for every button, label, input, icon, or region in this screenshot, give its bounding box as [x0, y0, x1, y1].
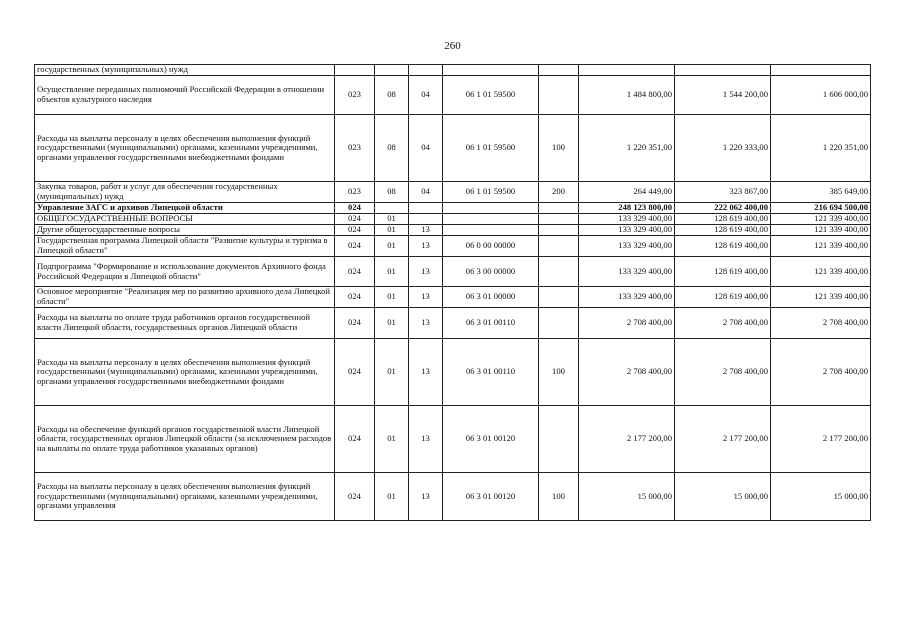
sum-year2-cell: 15 000,00	[675, 473, 771, 521]
sum-year3-cell	[771, 65, 871, 76]
table-row	[35, 257, 871, 287]
section-code-cell: 01	[375, 257, 409, 287]
table-row	[35, 236, 871, 257]
target-article-cell: 06 1 01 59500	[443, 115, 539, 182]
section-code-cell	[375, 203, 409, 214]
target-article-cell	[443, 225, 539, 236]
row-name-cell: Другие общегосударственные вопросы	[35, 225, 335, 236]
sum-year1-cell: 1 484 800,00	[579, 76, 675, 115]
expense-type-cell: 100	[539, 473, 579, 521]
sum-year1-cell: 1 220 351,00	[579, 115, 675, 182]
sum-year3-cell: 15 000,00	[771, 473, 871, 521]
sum-year1-cell: 15 000,00	[579, 473, 675, 521]
subsection-code-cell: 04	[409, 115, 443, 182]
sum-year1-cell: 133 329 400,00	[579, 236, 675, 257]
target-article-cell: 06 3 01 00110	[443, 339, 539, 406]
expense-type-cell: 200	[539, 182, 579, 203]
row-name-cell: Государственная программа Липецкой области "Развитие культуры и туризма в Липецкой области"	[35, 236, 335, 257]
subsection-code-cell: 13	[409, 308, 443, 339]
sum-year1-cell: 2 708 400,00	[579, 308, 675, 339]
target-article-cell	[443, 65, 539, 76]
sum-year3-cell: 121 339 400,00	[771, 225, 871, 236]
sum-year1-cell: 133 329 400,00	[579, 257, 675, 287]
subsection-code-cell	[409, 203, 443, 214]
table-row	[35, 287, 871, 308]
sum-year1-cell: 133 329 400,00	[579, 214, 675, 225]
sum-year2-cell: 128 619 400,00	[675, 257, 771, 287]
target-article-cell: 06 1 01 59500	[443, 182, 539, 203]
section-code-cell: 01	[375, 214, 409, 225]
table-row	[35, 225, 871, 236]
section-code-cell: 01	[375, 236, 409, 257]
table-row	[35, 76, 871, 115]
sum-year1-cell: 2 708 400,00	[579, 339, 675, 406]
sum-year2-cell: 2 708 400,00	[675, 308, 771, 339]
expense-type-cell	[539, 406, 579, 473]
row-name-cell: Закупка товаров, работ и услуг для обеспечения государственных (муниципальных) нужд	[35, 182, 335, 203]
expense-type-cell	[539, 76, 579, 115]
sum-year3-cell: 1 220 351,00	[771, 115, 871, 182]
row-name-cell: Основное мероприятие "Реализация мер по развитию архивного дела Липецкой области"	[35, 287, 335, 308]
ministry-code-cell: 023	[335, 115, 375, 182]
ministry-code-cell: 023	[335, 182, 375, 203]
ministry-code-cell: 024	[335, 257, 375, 287]
ministry-code-cell: 024	[335, 225, 375, 236]
row-name-cell: Расходы на выплаты персоналу в целях обеспечения выполнения функций государственными (муниципальными) органами, казенными учреждениями, органами управления	[35, 473, 335, 521]
sum-year3-cell: 121 339 400,00	[771, 214, 871, 225]
budget-table	[34, 64, 871, 521]
ministry-code-cell: 024	[335, 308, 375, 339]
subsection-code-cell: 13	[409, 473, 443, 521]
sum-year2-cell: 128 619 400,00	[675, 225, 771, 236]
target-article-cell: 06 3 01 00110	[443, 308, 539, 339]
target-article-cell: 06 3 01 00120	[443, 406, 539, 473]
subsection-code-cell	[409, 65, 443, 76]
sum-year2-cell: 2 177 200,00	[675, 406, 771, 473]
sum-year3-cell: 216 694 500,00	[771, 203, 871, 214]
sum-year1-cell: 133 329 400,00	[579, 287, 675, 308]
sum-year2-cell: 128 619 400,00	[675, 236, 771, 257]
expense-type-cell	[539, 236, 579, 257]
sum-year1-cell: 2 177 200,00	[579, 406, 675, 473]
subsection-code-cell	[409, 214, 443, 225]
expense-type-cell	[539, 225, 579, 236]
expense-type-cell	[539, 287, 579, 308]
section-code-cell: 01	[375, 308, 409, 339]
target-article-cell: 06 3 01 00000	[443, 287, 539, 308]
row-name-cell: Расходы на выплаты персоналу в целях обеспечения выполнения функций государственными (муниципальными) органами, казенными учреждениями, органами управления государственными внебюджетными фондами	[35, 339, 335, 406]
target-article-cell: 06 3 00 00000	[443, 257, 539, 287]
target-article-cell	[443, 203, 539, 214]
table-row	[35, 339, 871, 406]
row-name-cell: ОБЩЕГОСУДАРСТВЕННЫЕ ВОПРОСЫ	[35, 214, 335, 225]
table-row	[35, 115, 871, 182]
expense-type-cell	[539, 308, 579, 339]
table-row	[35, 214, 871, 225]
sum-year2-cell	[675, 65, 771, 76]
sum-year2-cell: 1 220 333,00	[675, 115, 771, 182]
expense-type-cell	[539, 214, 579, 225]
subsection-code-cell: 13	[409, 339, 443, 406]
row-name-cell: Подпрограмма "Формирование и использование документов Архивного фонда Российской Федерации в Липецкой области"	[35, 257, 335, 287]
ministry-code-cell: 024	[335, 214, 375, 225]
sum-year1-cell: 248 123 800,00	[579, 203, 675, 214]
sum-year3-cell: 2 708 400,00	[771, 308, 871, 339]
row-name-cell: Расходы на выплаты по оплате труда работников органов государственной власти Липецкой области, государственных органов Липецкой области	[35, 308, 335, 339]
subsection-code-cell: 04	[409, 76, 443, 115]
table-row	[35, 65, 871, 76]
sum-year3-cell: 1 606 000,00	[771, 76, 871, 115]
table-row	[35, 406, 871, 473]
ministry-code-cell: 024	[335, 473, 375, 521]
target-article-cell: 06 1 01 59500	[443, 76, 539, 115]
ministry-code-cell: 024	[335, 287, 375, 308]
row-name-cell: Управление ЗАГС и архивов Липецкой области	[35, 203, 335, 214]
table-row	[35, 182, 871, 203]
ministry-code-cell: 024	[335, 339, 375, 406]
section-code-cell: 01	[375, 406, 409, 473]
target-article-cell	[443, 214, 539, 225]
sum-year3-cell: 121 339 400,00	[771, 287, 871, 308]
target-article-cell: 06 3 01 00120	[443, 473, 539, 521]
expense-type-cell	[539, 257, 579, 287]
section-code-cell: 01	[375, 287, 409, 308]
ministry-code-cell	[335, 65, 375, 76]
sum-year3-cell: 121 339 400,00	[771, 236, 871, 257]
ministry-code-cell: 024	[335, 203, 375, 214]
subsection-code-cell: 13	[409, 406, 443, 473]
sum-year2-cell: 1 544 200,00	[675, 76, 771, 115]
ministry-code-cell: 023	[335, 76, 375, 115]
ministry-code-cell: 024	[335, 236, 375, 257]
section-code-cell: 08	[375, 182, 409, 203]
section-code-cell: 08	[375, 115, 409, 182]
table-row	[35, 473, 871, 521]
expense-type-cell: 100	[539, 115, 579, 182]
sum-year1-cell	[579, 65, 675, 76]
expense-type-cell	[539, 203, 579, 214]
section-code-cell	[375, 65, 409, 76]
sum-year2-cell: 128 619 400,00	[675, 287, 771, 308]
row-name-cell: государственных (муниципальных) нужд	[35, 65, 335, 76]
section-code-cell: 08	[375, 76, 409, 115]
sum-year1-cell: 264 449,00	[579, 182, 675, 203]
sum-year1-cell: 133 329 400,00	[579, 225, 675, 236]
subsection-code-cell: 13	[409, 257, 443, 287]
sum-year2-cell: 2 708 400,00	[675, 339, 771, 406]
sum-year3-cell: 2 177 200,00	[771, 406, 871, 473]
table-row	[35, 308, 871, 339]
table-row	[35, 203, 871, 214]
section-code-cell: 01	[375, 339, 409, 406]
subsection-code-cell: 13	[409, 287, 443, 308]
sum-year2-cell: 323 867,00	[675, 182, 771, 203]
target-article-cell: 06 0 00 00000	[443, 236, 539, 257]
sum-year3-cell: 121 339 400,00	[771, 257, 871, 287]
section-code-cell: 01	[375, 473, 409, 521]
ministry-code-cell: 024	[335, 406, 375, 473]
subsection-code-cell: 13	[409, 225, 443, 236]
expense-type-cell: 100	[539, 339, 579, 406]
subsection-code-cell: 04	[409, 182, 443, 203]
subsection-code-cell: 13	[409, 236, 443, 257]
expense-type-cell	[539, 65, 579, 76]
page-number: 260	[444, 40, 461, 52]
sum-year3-cell: 385 649,00	[771, 182, 871, 203]
row-name-cell: Расходы на обеспечение функций органов государственной власти Липецкой области, государственных органов Липецкой области (за исключением расходов на выплаты по оплате труда работников указанных органов)	[35, 406, 335, 473]
sum-year2-cell: 222 062 400,00	[675, 203, 771, 214]
row-name-cell: Осуществление переданных полномочий Российской Федерации в отношении объектов культурного наследия	[35, 76, 335, 115]
sum-year2-cell: 128 619 400,00	[675, 214, 771, 225]
row-name-cell: Расходы на выплаты персоналу в целях обеспечения выполнения функций государственными (муниципальными) органами, казенными учреждениями, органами управления государственными внебюджетными фондами	[35, 115, 335, 182]
sum-year3-cell: 2 708 400,00	[771, 339, 871, 406]
section-code-cell: 01	[375, 225, 409, 236]
